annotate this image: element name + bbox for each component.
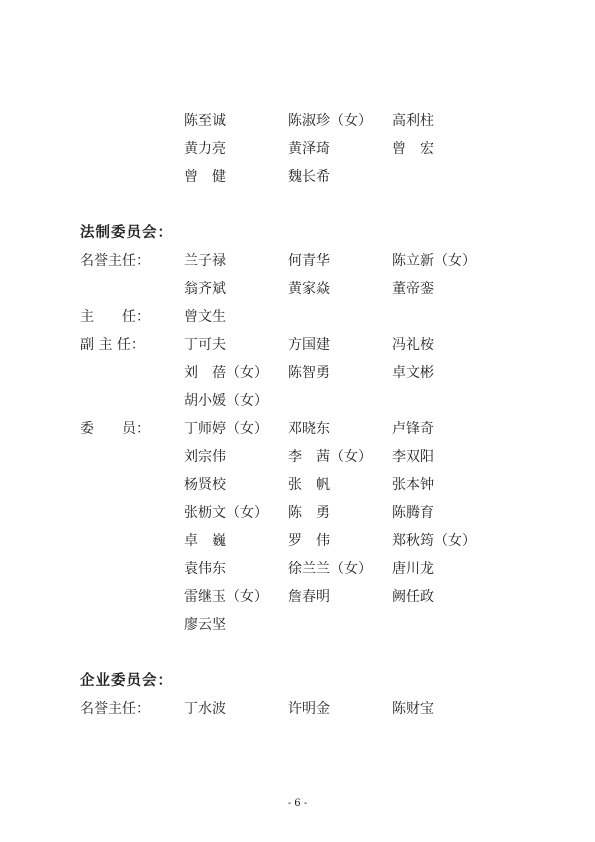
name: 张 帆 xyxy=(288,477,330,493)
name: 丁可夫 xyxy=(184,337,226,353)
name: 魏长希 xyxy=(288,169,330,185)
name: 胡小媛（女） xyxy=(184,393,268,409)
name: 陈 勇 xyxy=(288,505,330,521)
name: 陈至诚 xyxy=(184,113,226,129)
role-label: 名誉主任： xyxy=(80,701,150,717)
role-label: 副 主 任： xyxy=(80,337,145,353)
name: 邓晓东 xyxy=(288,421,330,437)
name: 黄力亮 xyxy=(184,141,226,157)
name: 杨贤校 xyxy=(184,477,226,493)
name: 曾文生 xyxy=(184,309,226,325)
page-number: - 6 - xyxy=(287,798,308,809)
name: 曾 健 xyxy=(184,169,226,185)
name: 张本钟 xyxy=(392,477,434,493)
role-label: 主 任： xyxy=(80,309,150,325)
name: 刘宗伟 xyxy=(184,449,226,465)
name: 方国建 xyxy=(288,337,330,353)
name: 卢锋奇 xyxy=(392,421,434,437)
name: 翁齐斌 xyxy=(184,281,226,297)
name: 黄家焱 xyxy=(288,281,330,297)
name: 陈智勇 xyxy=(288,365,330,381)
name: 唐川龙 xyxy=(392,561,434,577)
name: 丁师婷（女） xyxy=(184,421,268,437)
section-title: 法制委员会： xyxy=(80,224,173,241)
name: 何青华 xyxy=(288,253,330,269)
name: 丁水波 xyxy=(184,701,226,717)
name: 刘 蓓（女） xyxy=(184,365,268,381)
name: 雷继玉（女） xyxy=(184,589,268,605)
role-label: 名誉主任： xyxy=(80,253,150,269)
name: 陈淑珍（女） xyxy=(288,113,372,129)
name: 黄泽琦 xyxy=(288,141,330,157)
name: 卓 巍 xyxy=(184,533,226,549)
name: 徐兰兰（女） xyxy=(288,561,372,577)
name: 阙任政 xyxy=(392,589,434,605)
name: 罗 伟 xyxy=(288,533,330,549)
name: 兰子禄 xyxy=(184,253,226,269)
name: 董帝銮 xyxy=(392,281,434,297)
name: 许明金 xyxy=(288,701,330,717)
name: 陈财宝 xyxy=(392,701,434,717)
name: 李 茜（女） xyxy=(288,449,372,465)
name: 张枥文（女） xyxy=(184,505,268,521)
name: 陈立新（女） xyxy=(392,253,476,269)
name: 郑秋筠（女） xyxy=(392,533,476,549)
name: 廖云坚 xyxy=(184,617,226,633)
role-label: 委 员： xyxy=(80,421,150,437)
name: 詹春明 xyxy=(288,589,330,605)
name: 卓文彬 xyxy=(392,365,434,381)
name: 袁伟东 xyxy=(184,561,226,577)
name: 李双阳 xyxy=(392,449,434,465)
name: 高利柱 xyxy=(392,113,434,129)
section-title: 企业委员会： xyxy=(80,672,173,689)
name: 冯礼桉 xyxy=(392,337,434,353)
name: 陈腾育 xyxy=(392,505,434,521)
name: 曾 宏 xyxy=(392,141,434,157)
